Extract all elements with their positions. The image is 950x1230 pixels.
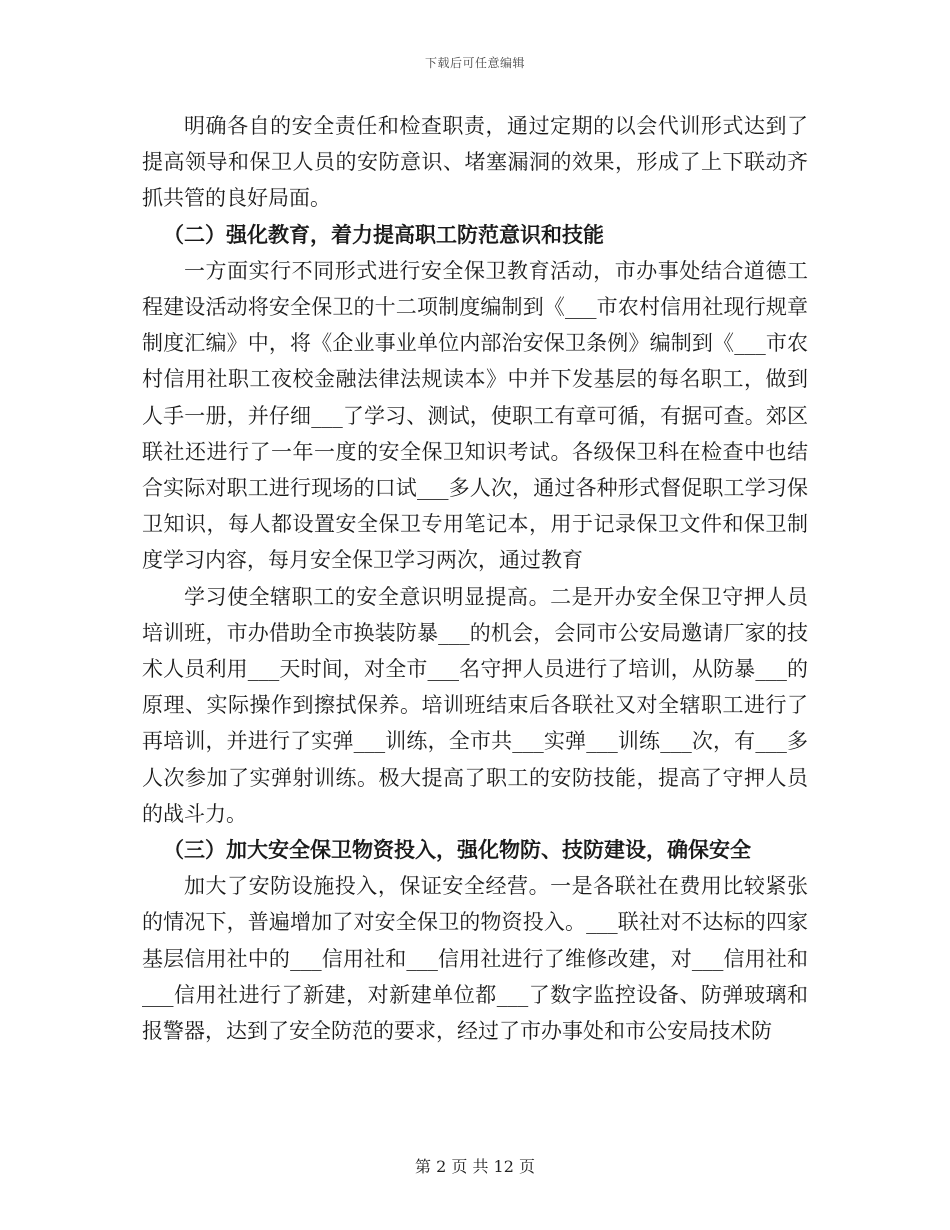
- section-heading-2: （二）强化教育，着力提高职工防范意识和技能: [163, 222, 604, 247]
- paragraph-4: 加大了安防设施投入，保证安全经营。一是各联社在费用比较紧张的情况下，普遍增加了对安全保卫的物资投入。___联社对不达标的四家基层信用社中的___信用社和___信用社进行了维修改建，对___信用社和___信用社进行了新建，对新建单位都___了数字监控设备、防弹玻璃和报警器，达到了安全防范的要求，经过了市办事处和市公安局技术防: [142, 874, 808, 1044]
- paragraph-2: 一方面实行不同形式进行安全保卫教育活动，市办事处结合道德工程建设活动将安全保卫的十二项制度编制到《___市农村信用社现行规章制度汇编》中，将《企业事业单位内部治安保卫条例》编制到《___市农村信用社职工夜校金融法律法规读本》中并下发基层的每名职工，做到人手一册，并仔细___了学习、测试，使职工有章可循，有据可查。郊区联社还进行了一年一度的安全保卫知识考试。各级保卫科在检查中也结合实际对职工进行现场的口试___多人次，通过各种形式督促职工学习保卫知识，每人都设置安全保卫专用笔记本，用于记录保卫文件和保卫制度学习内容，每月安全保卫学习两次，通过教育: [142, 258, 808, 573]
- page-footer: 第 2 页 共 12 页: [415, 1157, 535, 1176]
- section-heading-3: （三）加大安全保卫物资投入，强化物防、技防建设，确保安全: [163, 838, 751, 863]
- page-header: 下载后可任意编辑: [424, 56, 525, 70]
- paragraph-1: 明确各自的安全责任和检查职责，通过定期的以会代训形式达到了提高领导和保卫人员的安防意识、堵塞漏洞的效果，形成了上下联动齐抓共管的良好局面。: [142, 114, 808, 211]
- document-body: [142, 108, 808, 1049]
- paragraph-3: 学习使全辖职工的安全意识明显提高。二是开办安全保卫守押人员培训班，市办借助全市换装防暴___的机会，会同市公安局邀请厂家的技术人员利用___天时间，对全市___名守押人员进行了培训，从防暴___的原理、实际操作到擦拭保养。培训班结束后各联社又对全辖职工进行了再培训，并进行了实弹___训练，全市共___实弹___训练___次，有___多人次参加了实弹射训练。极大提高了职工的安防技能，提高了守押人员的战斗力。: [142, 584, 808, 826]
